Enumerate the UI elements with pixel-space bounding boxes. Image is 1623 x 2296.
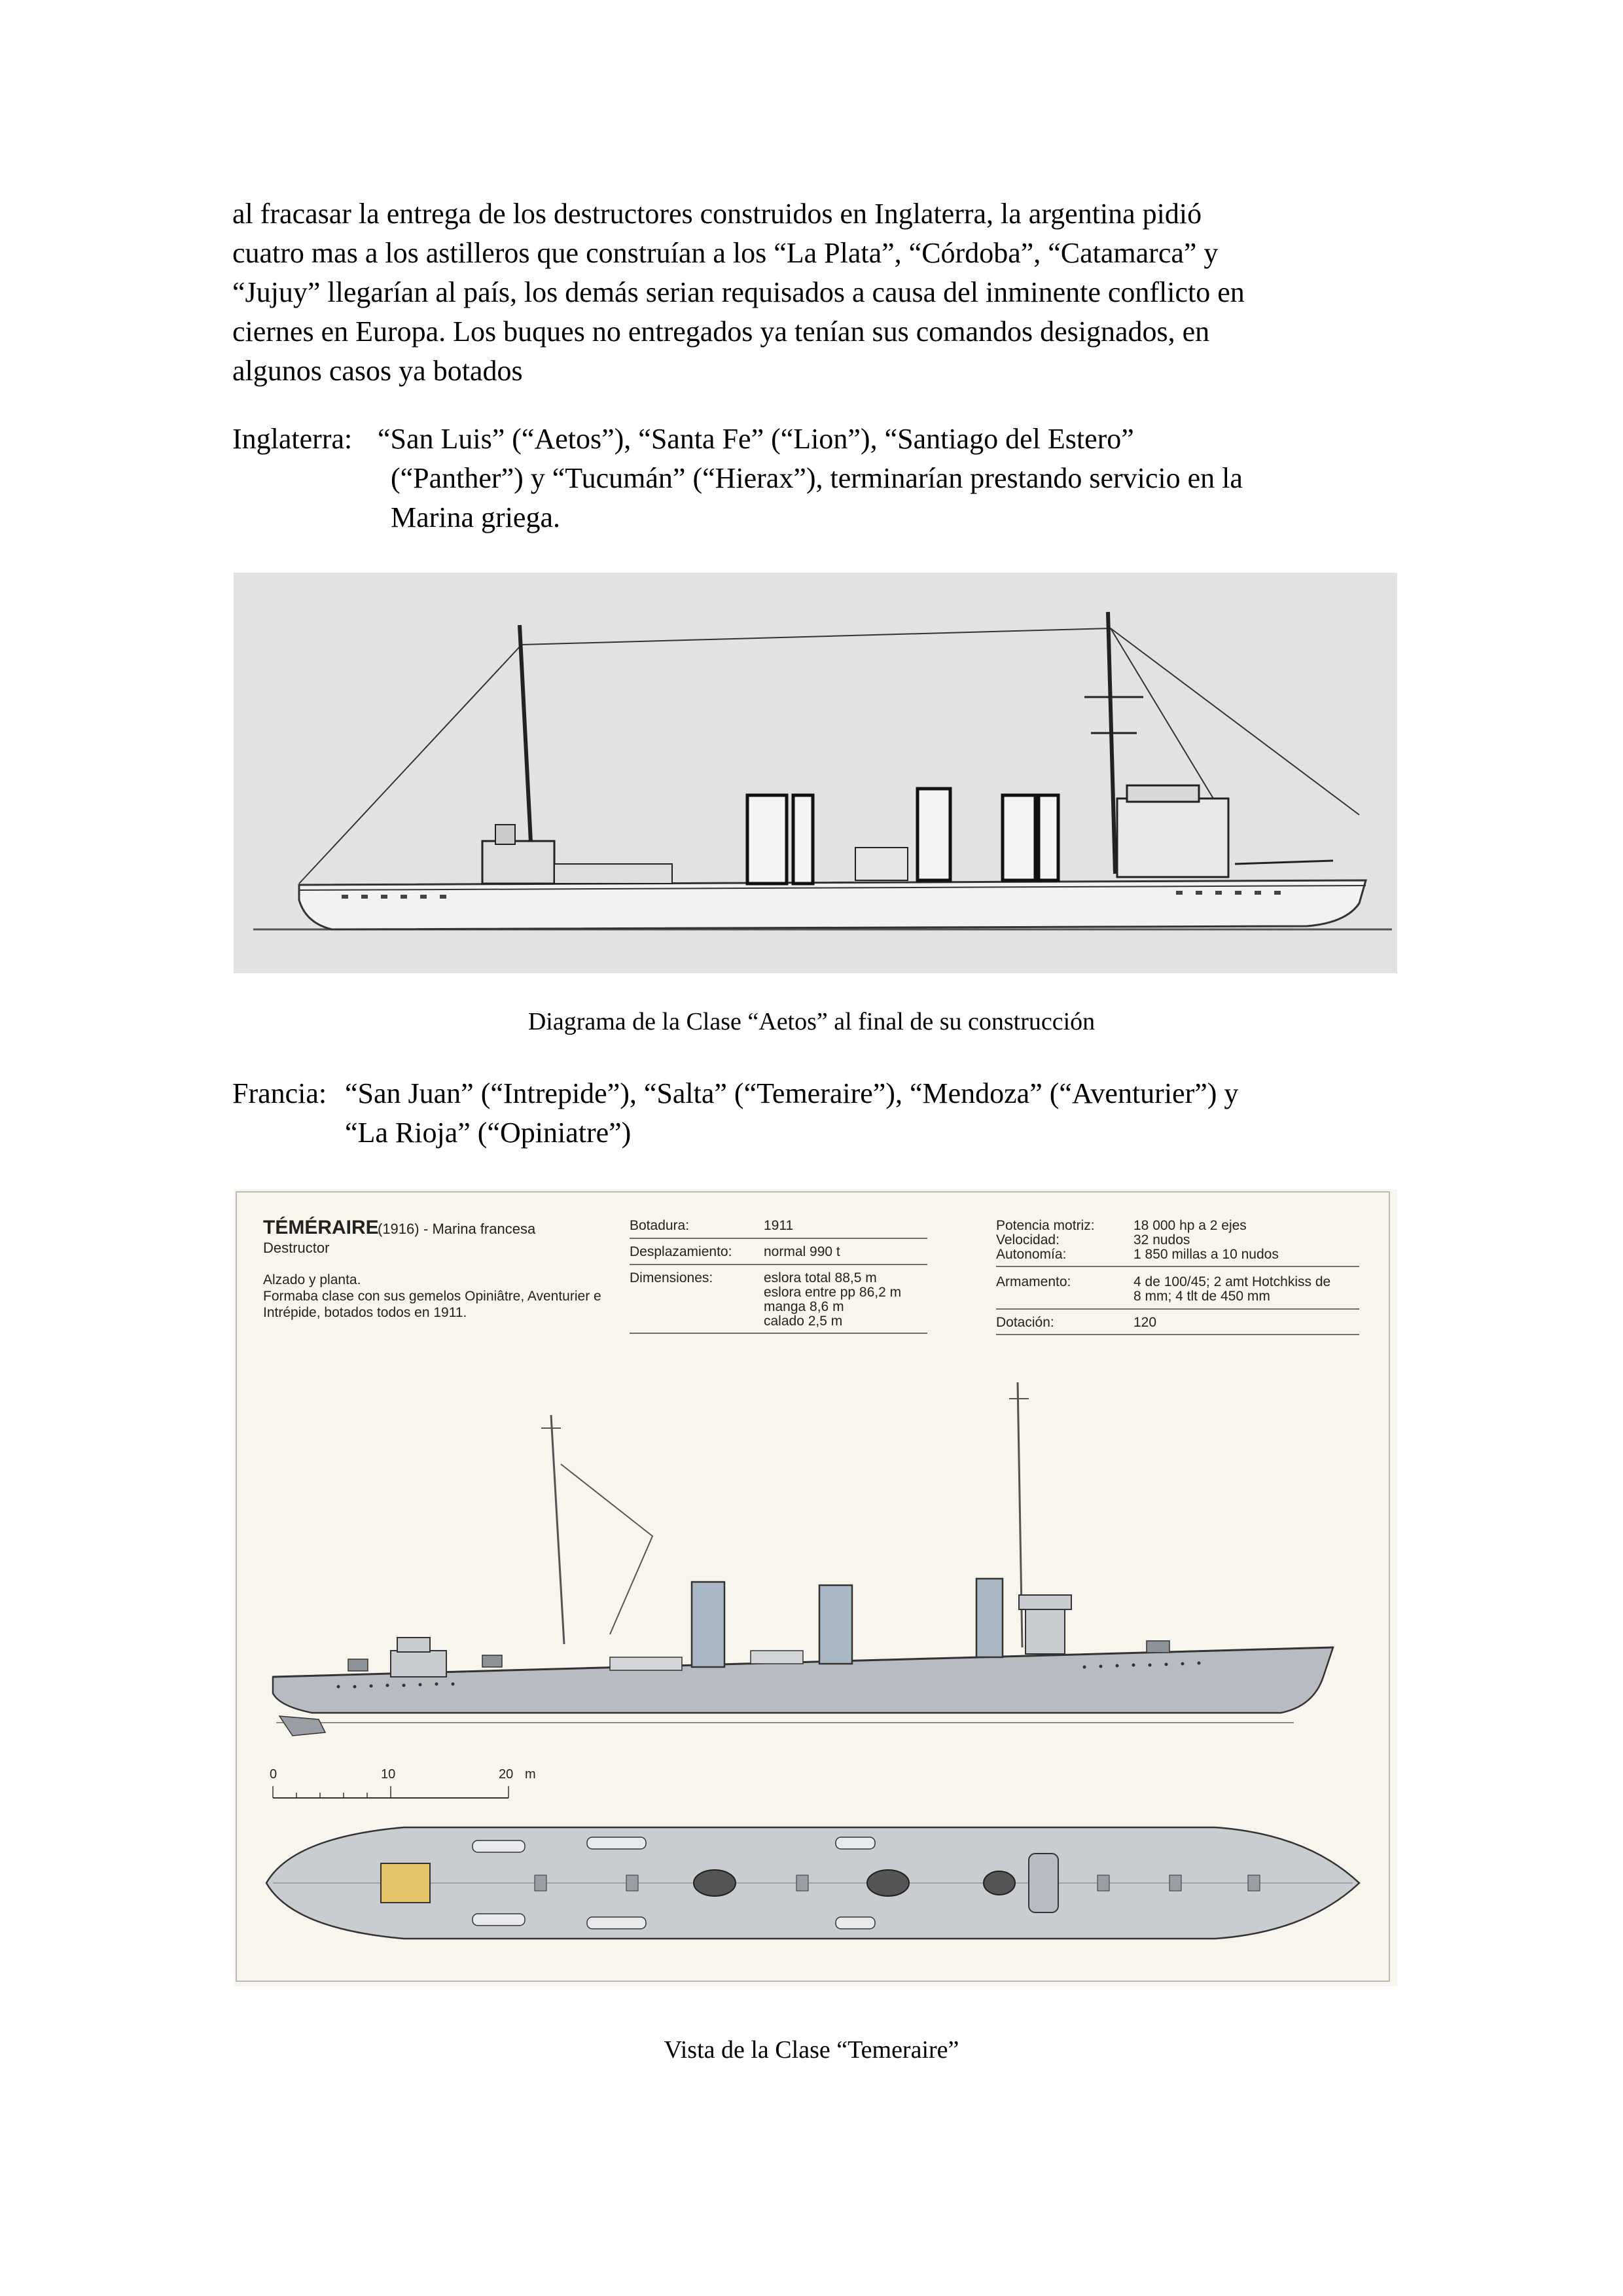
spec-label: Autonomía: bbox=[996, 1247, 1067, 1262]
temeraire-sheet bbox=[234, 1189, 1397, 1986]
intro-line: cuatro mas a los astilleros que construían a los “La Plata”, “Córdoba”, “Catamarca” y bbox=[232, 237, 1219, 269]
scale-tick: 0 bbox=[270, 1767, 277, 1782]
ship-description: Intrépide, botados todos en 1911. bbox=[263, 1305, 467, 1320]
spec-label: Botadura: bbox=[630, 1218, 690, 1233]
scale-unit: m bbox=[525, 1767, 536, 1782]
spec-value: manga 8,6 m bbox=[764, 1299, 844, 1314]
spec-value: normal 990 t bbox=[764, 1244, 840, 1259]
scale-tick: 10 bbox=[381, 1767, 396, 1782]
spec-label: Potencia motriz: bbox=[996, 1218, 1095, 1233]
intro-line: “Jujuy” llegarían al país, los demás serian requisados a causa del inminente conflicto en bbox=[232, 276, 1245, 308]
spec-value: 32 nudos bbox=[1133, 1232, 1190, 1247]
spec-value: 1911 bbox=[764, 1218, 794, 1233]
francia-lead: Francia: bbox=[232, 1077, 327, 1109]
ship-description: Formaba clase con sus gemelos Opiniâtre, Aventurier e bbox=[263, 1289, 601, 1304]
spec-value: 18 000 hp a 2 ejes bbox=[1133, 1218, 1247, 1233]
spec-label: Dimensiones: bbox=[630, 1270, 713, 1285]
temeraire-caption: Vista de la Clase “Temeraire” bbox=[664, 2036, 959, 2064]
spec-label: Desplazamiento: bbox=[630, 1244, 732, 1259]
spec-value: eslora total 88,5 m bbox=[764, 1270, 877, 1285]
ship-description: Alzado y planta. bbox=[263, 1272, 361, 1287]
spec-label: Dotación: bbox=[996, 1315, 1054, 1330]
spec-value: calado 2,5 m bbox=[764, 1314, 843, 1329]
inglaterra-lead: Inglaterra: bbox=[232, 423, 353, 455]
spec-label: Velocidad: bbox=[996, 1232, 1060, 1247]
inglaterra-line: “San Luis” (“Aetos”), “Santa Fe” (“Lion”), “Santiago del Estero” bbox=[378, 423, 1134, 455]
inglaterra-line: Marina griega. bbox=[391, 501, 560, 533]
inglaterra-line: (“Panther”) y “Tucumán” (“Hierax”), terminarían prestando servicio en la bbox=[391, 462, 1243, 494]
ship-name: TÉMÉRAIRE bbox=[263, 1217, 379, 1238]
aetos-caption: Diagrama de la Clase “Aetos” al final de su construcción bbox=[527, 1008, 1096, 1035]
spec-value: eslora entre pp 86,2 m bbox=[764, 1285, 902, 1300]
intro-line: al fracasar la entrega de los destructores construidos en Inglaterra, la argentina pidió bbox=[232, 198, 1202, 230]
spec-value: 120 bbox=[1133, 1315, 1157, 1330]
ship-type: Destructor bbox=[263, 1240, 330, 1256]
ship-year: (1916) bbox=[378, 1221, 419, 1237]
ship-navy: - Marina francesa bbox=[423, 1221, 536, 1237]
temeraire-drawing bbox=[234, 1189, 1397, 1986]
intro-line: algunos casos ya botados bbox=[232, 355, 523, 387]
spec-value: 4 de 100/45; 2 amt Hotchkiss de bbox=[1133, 1274, 1331, 1289]
francia-line: “San Juan” (“Intrepide”), “Salta” (“Temeraire”), “Mendoza” (“Aventurier”) y bbox=[345, 1077, 1239, 1109]
aetos-drawing bbox=[234, 573, 1397, 973]
scale-tick: 20 bbox=[499, 1767, 514, 1782]
aetos-diagram bbox=[234, 573, 1397, 973]
intro-line: ciernes en Europa. Los buques no entregados ya tenían sus comandos designados, en bbox=[232, 315, 1210, 348]
intro-paragraph bbox=[232, 194, 1404, 391]
spec-value: 1 850 millas a 10 nudos bbox=[1133, 1247, 1279, 1262]
spec-value: 8 mm; 4 tlt de 450 mm bbox=[1133, 1289, 1270, 1304]
spec-label: Armamento: bbox=[996, 1274, 1071, 1289]
francia-line: “La Rioja” (“Opiniatre”) bbox=[345, 1117, 632, 1149]
